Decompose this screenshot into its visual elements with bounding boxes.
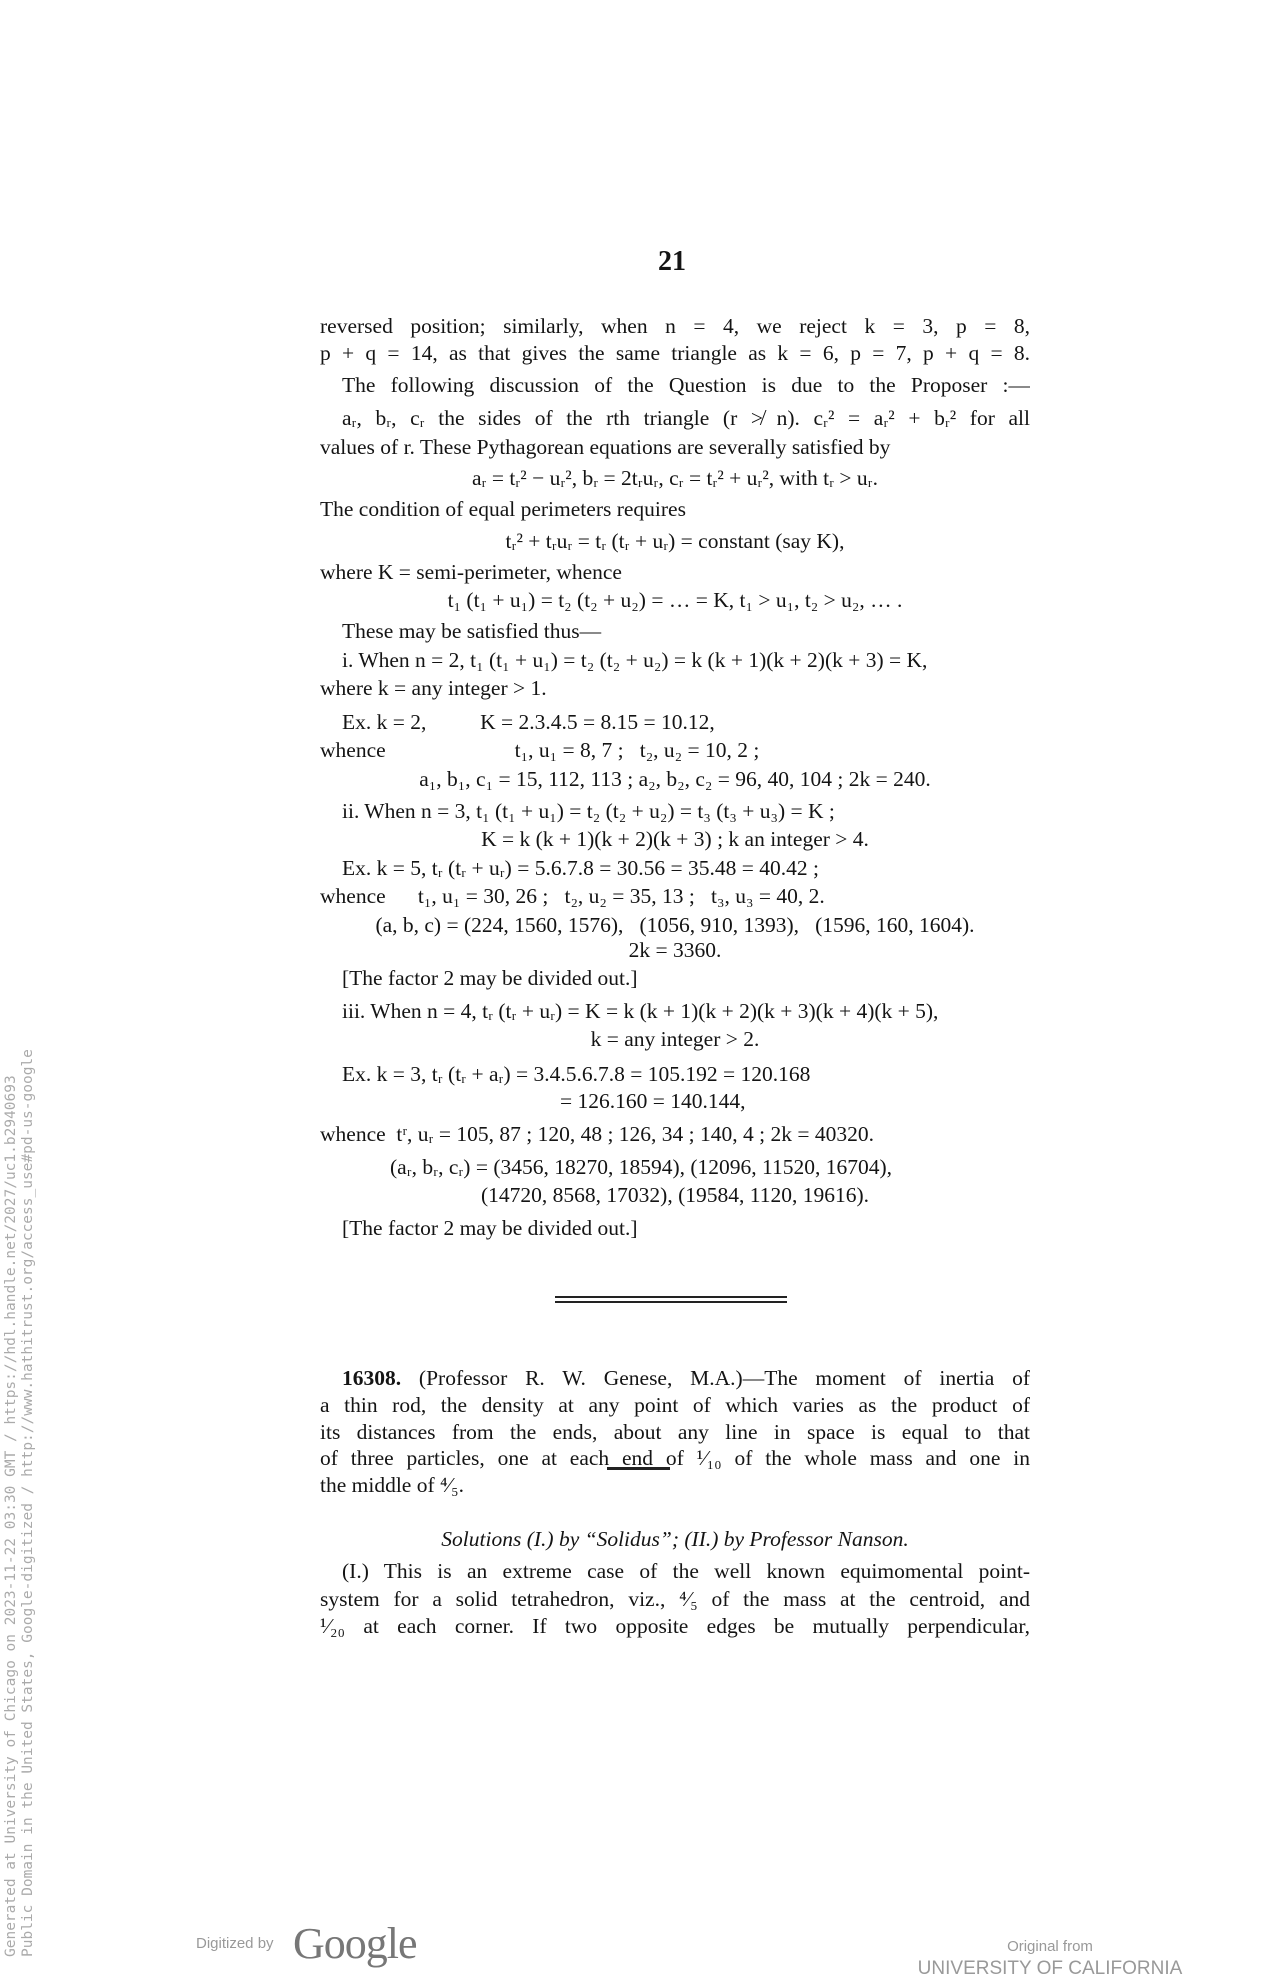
question-number: 16308. (342, 1366, 402, 1390)
text-line: where k = any integer > 1. (320, 676, 547, 700)
question-line: the middle of ⁴⁄₅. (320, 1473, 464, 1497)
question-line: a thin rod, the density at any point of which varies as the product of (320, 1393, 1030, 1417)
text-line: aᵣ, bᵣ, cᵣ the sides of the rth triangle (r ≯ n). cᵣ² = aᵣ² + bᵣ² for all (342, 406, 1030, 430)
text-line: p + q = 14, as that gives the same triangle as k = 6, p = 7, p + q = 8. (320, 341, 1030, 365)
google-logo: Google (293, 1919, 417, 1968)
watermark-line: Generated at University of Chicago on 2023-11-22 03:30 GMT / https://hdl.handle.net/2027/uc1.b2940693 (3, 1075, 19, 1957)
solution-line: ¹⁄₂₀ at each corner. If two opposite edges be mutually perpendicular, (320, 1614, 1030, 1638)
text-line: whence tʳ, uᵣ = 105, 87 ; 120, 48 ; 126, 34 ; 140, 4 ; 2k = 40320. (320, 1122, 875, 1146)
original-from-label: Original from (1007, 1938, 1093, 1955)
note-line: [The factor 2 may be divided out.] (342, 966, 638, 990)
watermark-line: Public Domain in the United States, Google-digitized / http://www.hathitrust.org/access_use#pd-us-google (20, 1049, 36, 1957)
note-line: [The factor 2 may be divided out.] (342, 1216, 638, 1240)
equation-line: = 126.160 = 140.144, (560, 1089, 746, 1113)
hathitrust-watermark (3, 977, 37, 1957)
solutions-heading: Solutions (I.) by “Solidus”; (II.) by Professor Nanson. (441, 1527, 909, 1551)
equation-line: K = k (k + 1)(k + 2)(k + 3) ; k an integer > 4. (481, 827, 869, 851)
text-line: The condition of equal perimeters requires (320, 497, 686, 521)
equation-line: (14720, 8568, 17032), (19584, 1120, 19616). (481, 1183, 869, 1207)
solution-line: system for a solid tetrahedron, viz., ⁴⁄₅ of the mass at the centroid, and (320, 1587, 1030, 1611)
question-first-line (320, 1363, 1030, 1393)
question-text: (Professor R. W. Genese, M.A.)—The moment of inertia of (418, 1366, 1030, 1390)
page-number: 21 (658, 246, 686, 277)
equation-line: aᵣ = tᵣ² − uᵣ², bᵣ = 2tᵣuᵣ, cᵣ = tᵣ² + uᵣ², with tᵣ > uᵣ. (471, 466, 878, 490)
text-line: where K = semi-perimeter, whence (320, 560, 622, 584)
equation-line: tᵣ² + tᵣuᵣ = tᵣ (tᵣ + uᵣ) = constant (say K), (505, 529, 845, 553)
equation-line: 2k = 3360. (628, 938, 722, 962)
text-line: whence t₁, u₁ = 8, 7 ; t₂, u₂ = 10, 2 ; (320, 738, 760, 762)
example-line: Ex. k = 3, tᵣ (tᵣ + aᵣ) = 3.4.5.6.7.8 = 105.192 = 120.168 (342, 1062, 811, 1086)
equation-line: k = any integer > 2. (590, 1027, 760, 1051)
equation-line: a₁, b₁, c₁ = 15, 112, 113 ; a₂, b₂, c₂ = 96, 40, 104 ; 2k = 240. (419, 767, 931, 791)
case-ii-line: ii. When n = 3, t₁ (t₁ + u₁) = t₂ (t₂ + u₂) = t₃ (t₃ + u₃) = K ; (342, 799, 835, 823)
text-line: values of r. These Pythagorean equations are severally satisfied by (320, 435, 891, 459)
example-line: Ex. k = 2, K = 2.3.4.5 = 8.15 = 10.12, (342, 710, 715, 734)
equation-line: t₁ (t₁ + u₁) = t₂ (t₂ + u₂) = … = K, t₁ > u₁, t₂ > u₂, … . (447, 588, 903, 612)
digitized-by-label: Digitized by (196, 1935, 274, 1952)
case-i-line: i. When n = 2, t₁ (t₁ + u₁) = t₂ (t₂ + u₂) = k (k + 1)(k + 2)(k + 3) = K, (342, 648, 928, 672)
solution-line: (I.) This is an extreme case of the well known equimomental point- (342, 1559, 1030, 1583)
case-iii-line: iii. When n = 4, tᵣ (tᵣ + uᵣ) = K = k (k + 1)(k + 2)(k + 3)(k + 4)(k + 5), (342, 999, 939, 1023)
section-divider (555, 1296, 787, 1303)
text-line: whence t₁, u₁ = 30, 26 ; t₂, u₂ = 35, 13 ; t₃, u₃ = 40, 2. (320, 884, 825, 908)
text-line: The following discussion of the Question is due to the Proposer :— (342, 373, 1030, 397)
example-line: Ex. k = 5, tᵣ (tᵣ + uᵣ) = 5.6.7.8 = 30.56 = 35.48 = 40.42 ; (342, 856, 819, 880)
text-line: reversed position; similarly, when n = 4, we reject k = 3, p = 8, (320, 314, 1030, 338)
question-line: its distances from the ends, about any line in space is equal to that (320, 1420, 1030, 1444)
short-divider (607, 1467, 670, 1470)
equation-line: (a, b, c) = (224, 1560, 1576), (1056, 910, 1393), (1596, 160, 1604). (375, 913, 975, 937)
text-line: These may be satisfied thus— (342, 619, 602, 643)
question-line: of three particles, one at each end of ¹⁄₁₀ of the whole mass and one in (320, 1446, 1030, 1470)
university-label: UNIVERSITY OF CALIFORNIA (917, 1958, 1183, 1979)
equation-line: (aᵣ, bᵣ, cᵣ) = (3456, 18270, 18594), (12096, 11520, 16704), (390, 1155, 893, 1179)
